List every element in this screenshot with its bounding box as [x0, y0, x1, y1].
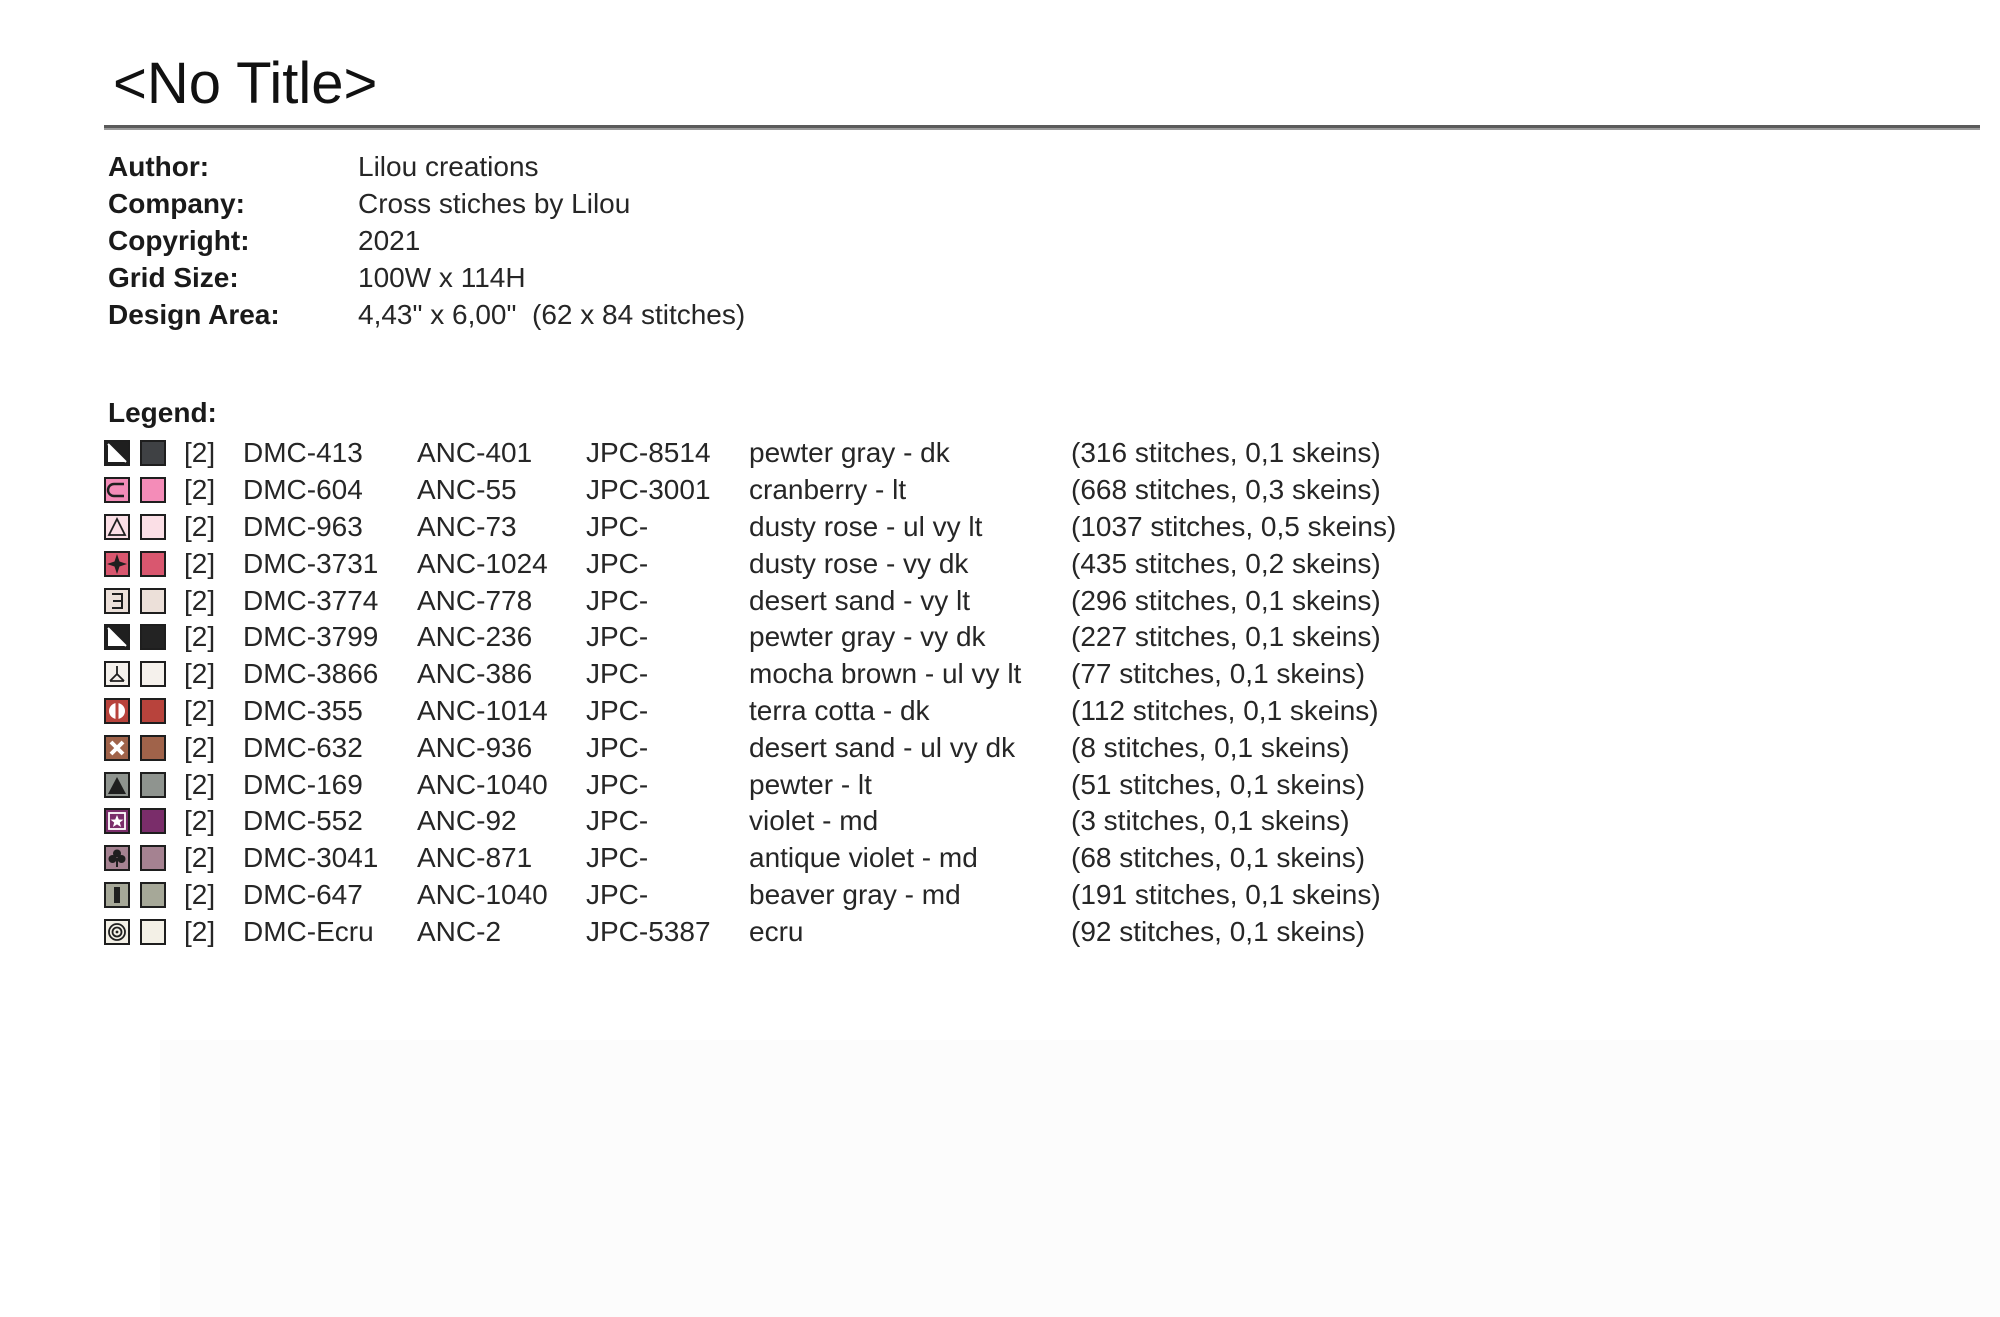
color-name: pewter - lt: [749, 768, 872, 800]
jpc-code: JPC-: [586, 584, 649, 616]
color-swatch: [140, 440, 166, 466]
color-name: dusty rose - vy dk: [749, 547, 969, 579]
x-box-icon: [104, 735, 130, 761]
color-name: mocha brown - ul vy lt: [749, 658, 1022, 690]
jpc-code: JPC-: [586, 510, 649, 542]
info-label: Company:: [108, 187, 245, 219]
strand-count: [2]: [184, 584, 216, 616]
color-swatch: [140, 882, 166, 908]
anchor-code: ANC-2: [417, 915, 502, 947]
color-name: desert sand - ul vy dk: [749, 731, 1016, 763]
triangle-outline-icon: [104, 514, 130, 540]
jpc-code: JPC-: [586, 658, 649, 690]
stitch-count: (435 stitches, 0,2 skeins): [1071, 547, 1381, 579]
info-value: 2021: [358, 224, 421, 256]
dmc-code: DMC-3731: [243, 547, 379, 579]
anchor-code: ANC-1014: [417, 694, 548, 726]
four-point-star-icon: [104, 551, 130, 577]
filled-triangle-icon: [104, 772, 130, 798]
dmc-code: DMC-604: [243, 474, 363, 506]
legend-row: [104, 877, 1504, 914]
anchor-code: ANC-1040: [417, 878, 548, 910]
triangle-corner-white-icon: [104, 440, 130, 466]
stitch-count: (296 stitches, 0,1 skeins): [1071, 584, 1381, 616]
reversed-e-icon: [104, 588, 130, 614]
stitch-count: (77 stitches, 0,1 skeins): [1071, 658, 1366, 690]
jpc-code: JPC-: [586, 842, 649, 874]
color-swatch: [140, 514, 166, 540]
dmc-code: DMC-963: [243, 510, 363, 542]
legend-title: Legend:: [108, 397, 217, 428]
color-name: desert sand - vy lt: [749, 584, 970, 616]
strand-count: [2]: [184, 510, 216, 542]
info-label: Grid Size:: [108, 261, 239, 293]
dmc-code: DMC-552: [243, 805, 363, 837]
dmc-code: DMC-3774: [243, 584, 379, 616]
dmc-code: DMC-413: [243, 437, 363, 469]
strand-count: [2]: [184, 547, 216, 579]
jpc-code: JPC-: [586, 805, 649, 837]
info-value: 4,43" x 6,00" (62 x 84 stitches): [358, 298, 746, 330]
dmc-code: DMC-632: [243, 731, 363, 763]
jpc-code: JPC-3001: [586, 474, 711, 506]
legend-row: [104, 803, 1504, 840]
info-row-design-area: [108, 296, 745, 333]
color-name: dusty rose - ul vy lt: [749, 510, 983, 542]
circle-bar-icon: [104, 698, 130, 724]
jpc-code: JPC-: [586, 694, 649, 726]
dmc-code: DMC-169: [243, 768, 363, 800]
strand-count: [2]: [184, 694, 216, 726]
anchor-code: ANC-936: [417, 731, 533, 763]
jpc-code: JPC-8514: [586, 437, 711, 469]
jpc-code: JPC-: [586, 768, 649, 800]
star-box-icon: [104, 808, 130, 834]
legend-table: [104, 435, 1504, 950]
strand-count: [2]: [184, 621, 216, 653]
legend-row: [104, 472, 1504, 509]
stitch-count: (51 stitches, 0,1 skeins): [1071, 768, 1366, 800]
stitch-count: (3 stitches, 0,1 skeins): [1071, 805, 1350, 837]
vertical-bar-icon: [104, 882, 130, 908]
color-swatch: [140, 808, 166, 834]
color-swatch: [140, 477, 166, 503]
jpc-code: JPC-: [586, 547, 649, 579]
stitch-count: (668 stitches, 0,3 skeins): [1071, 474, 1381, 506]
info-label: Design Area:: [108, 298, 280, 330]
dmc-code: DMC-3041: [243, 842, 379, 874]
legend-row: [104, 545, 1504, 582]
anchor-code: ANC-386: [417, 658, 533, 690]
legend-row: [104, 656, 1504, 693]
legend-row: [104, 729, 1504, 766]
info-row-grid-size: [108, 259, 745, 296]
dmc-code: DMC-355: [243, 694, 363, 726]
cup-sideways-icon: [104, 477, 130, 503]
color-swatch: [140, 698, 166, 724]
legend-row: [104, 582, 1504, 619]
color-name: violet - md: [749, 805, 879, 837]
color-name: beaver gray - md: [749, 878, 961, 910]
strand-count: [2]: [184, 768, 216, 800]
color-name: pewter gray - vy dk: [749, 621, 986, 653]
anchor-code: ANC-1024: [417, 547, 548, 579]
dmc-code: DMC-647: [243, 878, 363, 910]
anchor-code: ANC-92: [417, 805, 517, 837]
color-swatch: [140, 919, 166, 945]
color-name: cranberry - lt: [749, 474, 907, 506]
info-value: Lilou creations: [358, 150, 539, 182]
info-row-author: [108, 148, 745, 185]
color-swatch: [140, 661, 166, 687]
stitch-count: (92 stitches, 0,1 skeins): [1071, 915, 1366, 947]
anchor-code: ANC-401: [417, 437, 533, 469]
stitch-count: (316 stitches, 0,1 skeins): [1071, 437, 1381, 469]
stitch-count: (227 stitches, 0,1 skeins): [1071, 621, 1381, 653]
strand-count: [2]: [184, 878, 216, 910]
anchor-code: ANC-55: [417, 474, 517, 506]
pattern-info: [108, 148, 745, 333]
stitch-count: (1037 stitches, 0,5 skeins): [1071, 510, 1397, 542]
color-swatch: [140, 624, 166, 650]
three-prong-icon: [104, 661, 130, 687]
legend-row: [104, 619, 1504, 656]
club-icon: [104, 845, 130, 871]
anchor-code: ANC-871: [417, 842, 533, 874]
legend-row: [104, 435, 1504, 472]
page-background: [160, 1040, 2000, 1317]
color-name: ecru: [749, 915, 804, 947]
info-value: Cross stiches by Lilou: [358, 187, 631, 219]
info-row-copyright: [108, 222, 745, 259]
info-label: Copyright:: [108, 224, 250, 256]
anchor-code: ANC-73: [417, 510, 517, 542]
stitch-count: (68 stitches, 0,1 skeins): [1071, 842, 1366, 874]
jpc-code: JPC-: [586, 731, 649, 763]
legend-row: [104, 509, 1504, 546]
color-swatch: [140, 588, 166, 614]
page-title: <No Title>: [113, 51, 378, 116]
legend-row: [104, 693, 1504, 730]
info-label: Author:: [108, 150, 210, 182]
stitch-count: (8 stitches, 0,1 skeins): [1071, 731, 1350, 763]
color-name: terra cotta - dk: [749, 694, 930, 726]
jpc-code: JPC-: [586, 878, 649, 910]
legend-row: [104, 766, 1504, 803]
strand-count: [2]: [184, 915, 216, 947]
strand-count: [2]: [184, 658, 216, 690]
strand-count: [2]: [184, 731, 216, 763]
concentric-circle-icon: [104, 919, 130, 945]
color-swatch: [140, 845, 166, 871]
legend-row: [104, 913, 1504, 950]
info-row-company: [108, 185, 745, 222]
legend-row: [104, 840, 1504, 877]
strand-count: [2]: [184, 474, 216, 506]
color-name: pewter gray - dk: [749, 437, 950, 469]
triangle-corner-white-icon: [104, 624, 130, 650]
dmc-code: DMC-3799: [243, 621, 379, 653]
stitch-count: (191 stitches, 0,1 skeins): [1071, 878, 1381, 910]
color-name: antique violet - md: [749, 842, 978, 874]
strand-count: [2]: [184, 437, 216, 469]
strand-count: [2]: [184, 805, 216, 837]
jpc-code: JPC-: [586, 621, 649, 653]
anchor-code: ANC-236: [417, 621, 533, 653]
stitch-count: (112 stitches, 0,1 skeins): [1071, 694, 1379, 726]
strand-count: [2]: [184, 842, 216, 874]
info-value: 100W x 114H: [358, 261, 526, 293]
color-swatch: [140, 551, 166, 577]
title-divider: [104, 125, 1980, 130]
anchor-code: ANC-778: [417, 584, 533, 616]
color-swatch: [140, 772, 166, 798]
color-swatch: [140, 735, 166, 761]
dmc-code: DMC-Ecru: [243, 915, 374, 947]
dmc-code: DMC-3866: [243, 658, 379, 690]
anchor-code: ANC-1040: [417, 768, 548, 800]
jpc-code: JPC-5387: [586, 915, 711, 947]
